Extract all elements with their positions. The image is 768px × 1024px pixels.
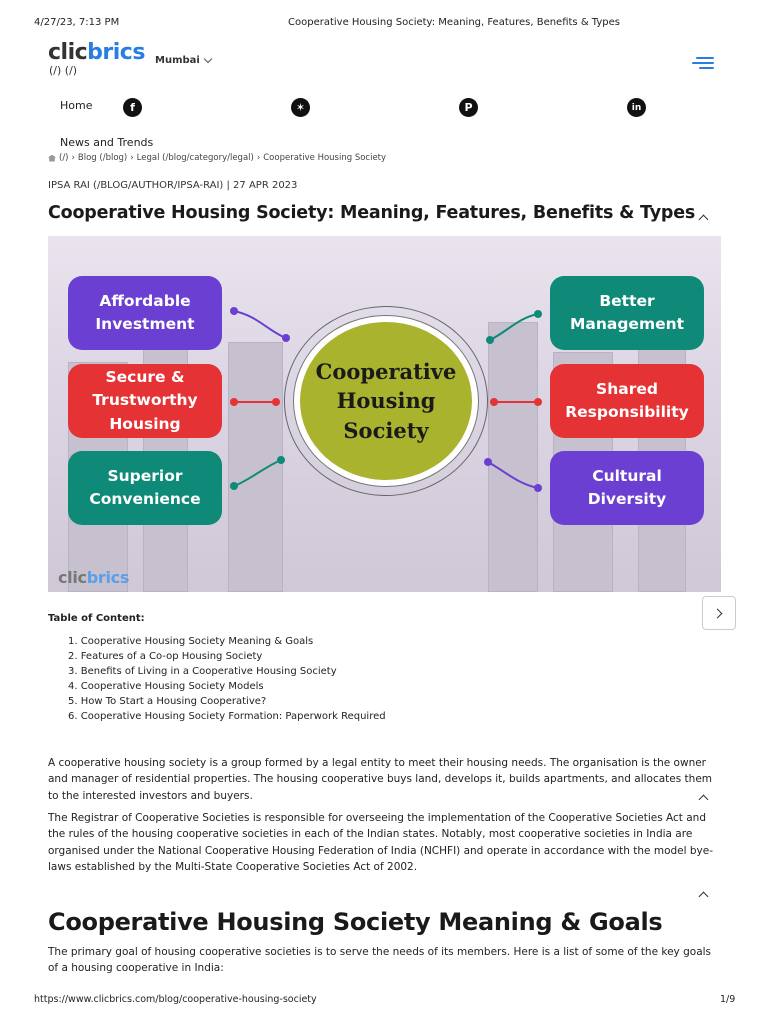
- goals-paragraph: The primary goal of housing cooperative societies is to serve the needs of its members. Here is a list of some of the key goals of a housing cooperative in India:: [48, 946, 712, 975]
- hamburger-icon[interactable]: [692, 57, 714, 71]
- logo-clic: clic: [48, 40, 88, 65]
- toc-item[interactable]: 5. How To Start a Housing Cooperative?: [68, 696, 267, 707]
- nav-news-and-trends[interactable]: News and Trends: [60, 136, 154, 149]
- nav-home[interactable]: Home: [60, 99, 93, 112]
- benefit-pill-left-2: Secure & Trustworthy Housing: [68, 364, 222, 438]
- benefit-pill-right-3: Cultural Diversity: [550, 451, 704, 525]
- next-article-button[interactable]: [702, 596, 736, 630]
- toc-item[interactable]: 4. Cooperative Housing Society Models: [68, 681, 264, 692]
- table-of-contents: [68, 634, 386, 724]
- center-topic-label: Cooperative Housing Society: [315, 358, 457, 443]
- print-title: Cooperative Housing Society: Meaning, Features, Benefits & Types: [288, 17, 620, 28]
- site-logo[interactable]: [48, 40, 145, 65]
- home-icon[interactable]: [48, 155, 56, 162]
- intro-paragraph: A cooperative housing society is a group formed by a legal entity to meet their housing needs. The organisation is the owner and manager of residential properties. The housing cooperative buys land, develops it, builds apartments, and allocates them to the interested investors and buyers.: [48, 757, 713, 802]
- city-selector[interactable]: [155, 55, 211, 66]
- toc-heading: Table of Content:: [48, 613, 145, 624]
- toc-item[interactable]: 6. Cooperative Housing Society Formation: Paperwork Required: [68, 711, 386, 722]
- chevron-up-icon[interactable]: [699, 892, 709, 902]
- benefit-pill-left-1: Affordable Investment: [68, 276, 222, 350]
- registrar-paragraph: The Registrar of Cooperative Societies is responsible for overseeing the implementation of the Cooperative Societies Act and the rules of the housing cooperative societies in each of the Indian states. Notably, most cooperative societies in India are organised under the National Cooperative Housing Federation of India (NCHFI) and operate in accordance with the model bye-laws established by the Multi-State Cooperative Societies Act of 2002.: [48, 812, 714, 873]
- pinterest-icon[interactable]: P: [459, 98, 478, 117]
- chevron-down-icon: [204, 55, 212, 63]
- hero-watermark-logo: clicbrics: [58, 568, 130, 587]
- print-datetime: 4/27/23, 7:13 PM: [34, 17, 120, 28]
- benefit-pill-right-1: Better Management: [550, 276, 704, 350]
- page-title: Cooperative Housing Society: Meaning, Features, Benefits & Types: [48, 203, 696, 223]
- print-page-number: 1/9: [720, 994, 736, 1005]
- city-label: Mumbai: [155, 55, 200, 66]
- section-heading: Cooperative Housing Society Meaning & Goals: [48, 908, 663, 936]
- benefit-pill-right-2: Shared Responsibility: [550, 364, 704, 438]
- breadcrumb-blog[interactable]: Blog (/blog): [77, 153, 128, 163]
- benefit-pill-left-3: Superior Convenience: [68, 451, 222, 525]
- facebook-icon[interactable]: f: [123, 98, 142, 117]
- linkedin-icon[interactable]: in: [627, 98, 646, 117]
- breadcrumb-home[interactable]: (/): [59, 153, 69, 163]
- breadcrumb-separator: ›: [130, 153, 134, 163]
- breadcrumb-separator: ›: [71, 153, 75, 163]
- toc-item[interactable]: 3. Benefits of Living in a Cooperative Housing Society: [68, 666, 337, 677]
- center-topic: [294, 316, 478, 486]
- toc-item[interactable]: 1. Cooperative Housing Society Meaning & Goals: [68, 636, 314, 647]
- hero-image: [48, 236, 721, 592]
- author-date[interactable]: IPSA RAI (/BLOG/AUTHOR/IPSA-RAI) | 27 APR 2023: [48, 180, 298, 191]
- breadcrumb: [48, 153, 386, 163]
- chevron-right-icon: [713, 608, 723, 618]
- print-url: https://www.clicbrics.com/blog/cooperative-housing-society: [34, 994, 317, 1005]
- logo-brics: brics: [87, 40, 145, 65]
- breadcrumb-separator: ›: [256, 153, 261, 163]
- twitter-icon[interactable]: ✶: [291, 98, 310, 117]
- breadcrumb-legal[interactable]: Legal (/blog/category/legal): [136, 153, 254, 163]
- breadcrumb-current: Cooperative Housing Society: [263, 153, 387, 163]
- chevron-up-icon[interactable]: [699, 215, 709, 225]
- logo-link-text[interactable]: (/) (/): [49, 64, 78, 77]
- toc-item[interactable]: 2. Features of a Co-op Housing Society: [68, 651, 263, 662]
